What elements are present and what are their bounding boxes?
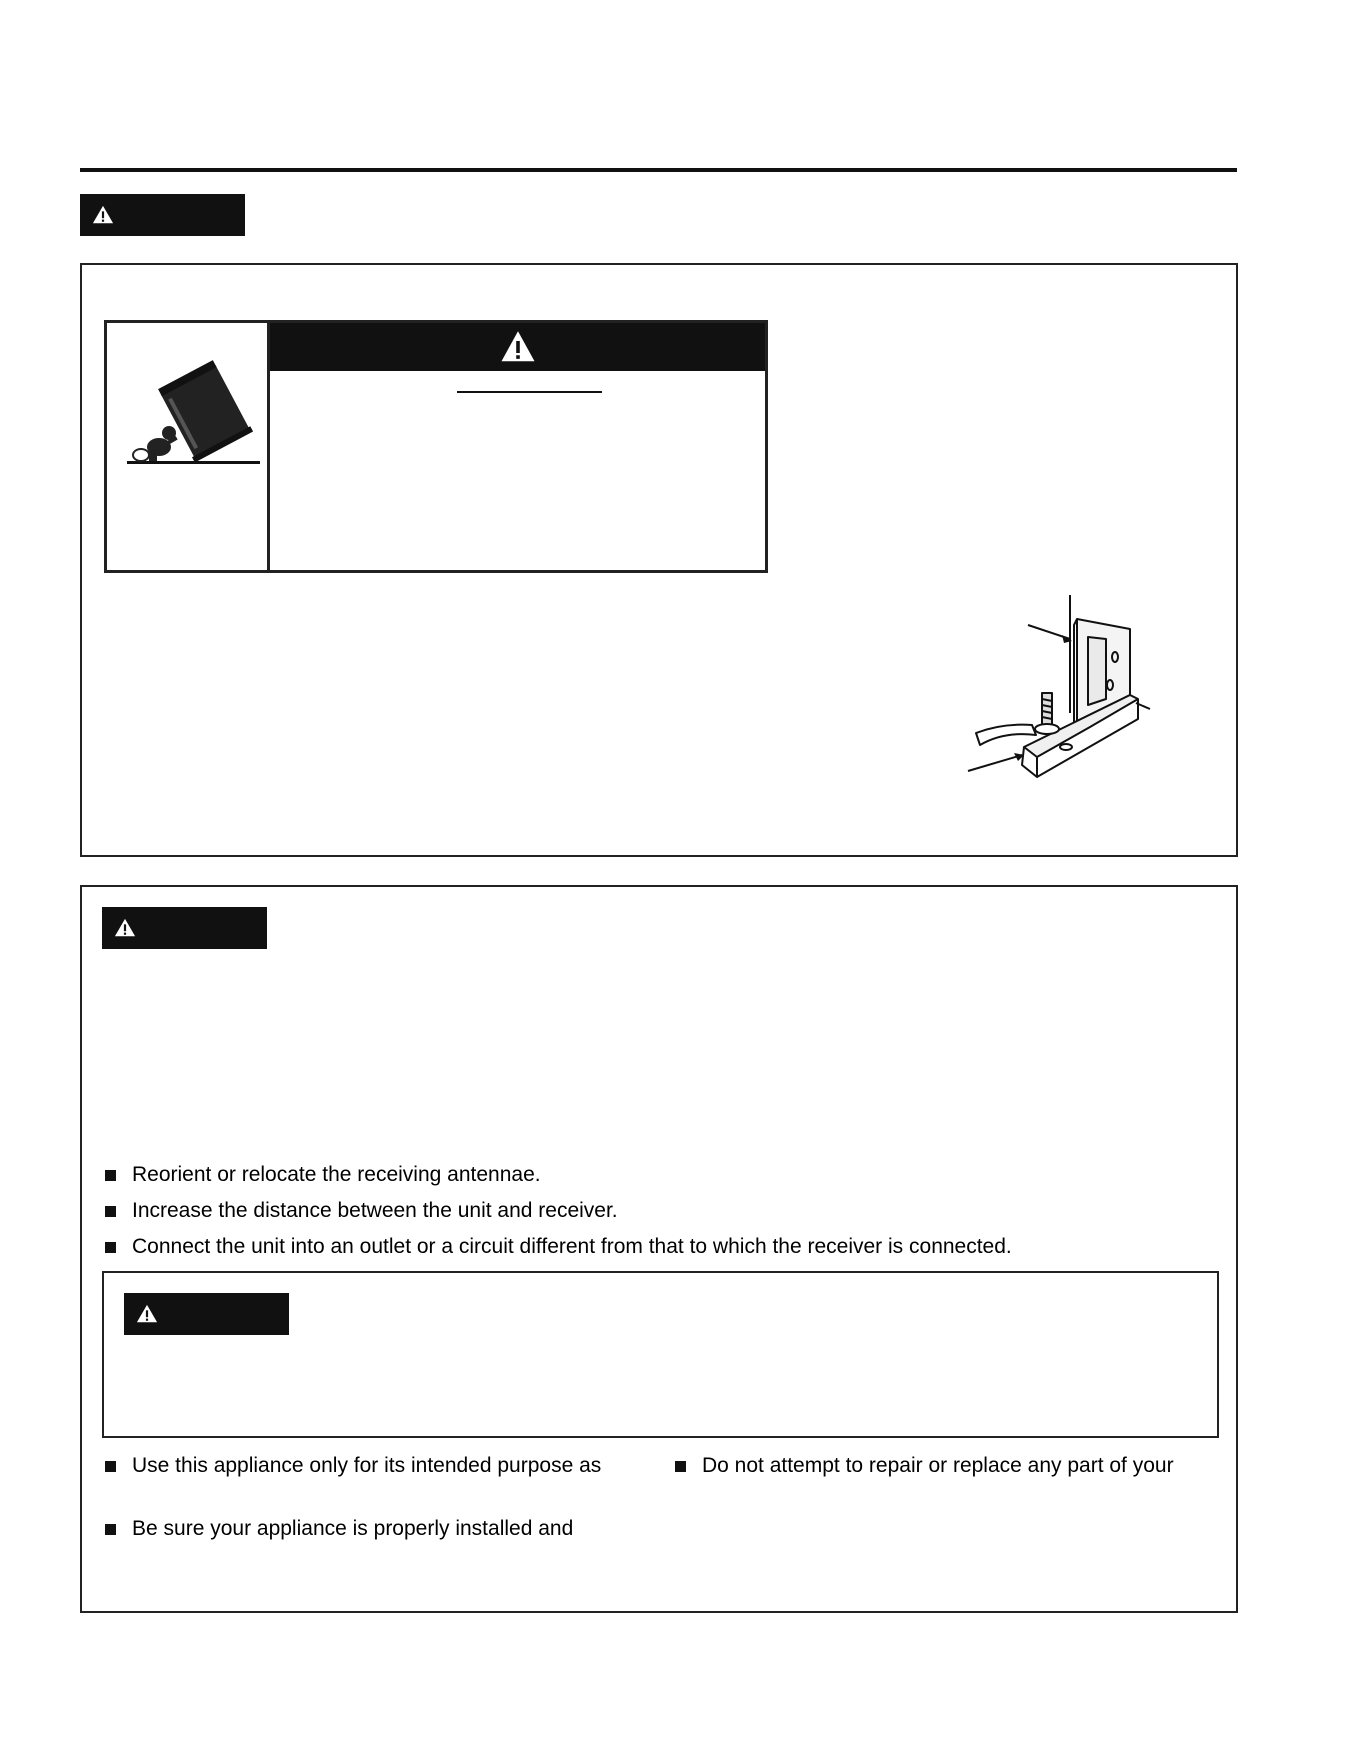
bullet-icon [105,1170,116,1181]
anti-tip-bracket-illustration [962,595,1222,785]
section-rule [80,168,1237,172]
list-item: Increase the distance between the unit and receiver. [103,1199,618,1223]
caution-box [102,1271,1219,1438]
tip-over-section [80,263,1238,857]
list-item: Use this appliance only for its intended purpose as [103,1454,601,1478]
bullet-icon [105,1206,116,1217]
heading-underline [457,391,602,393]
warning-triangle-icon [136,1303,158,1325]
list-item: Be sure your appliance is properly installed and [103,1517,573,1541]
list-item: Connect the unit into an outlet or a circuit different from that to which the receiver is connected. [103,1235,1012,1259]
bullet-icon [105,1242,116,1253]
warning-badge [124,1293,289,1335]
warning-badge [102,907,267,949]
warning-triangle-icon [92,204,114,226]
warning-badge [80,194,245,236]
interference-section [80,885,1238,1613]
warning-triangle-icon [500,329,536,365]
tip-over-warning-label [104,320,768,573]
warning-triangle-icon [114,917,136,939]
bullet-icon [105,1524,116,1535]
list-item: Do not attempt to repair or replace any part of your [673,1454,1174,1478]
bullet-icon [105,1461,116,1472]
bullet-icon [675,1461,686,1472]
tip-over-illustration [107,323,267,570]
warning-header-bar [270,323,765,371]
list-item: Reorient or relocate the receiving antennae. [103,1163,541,1187]
